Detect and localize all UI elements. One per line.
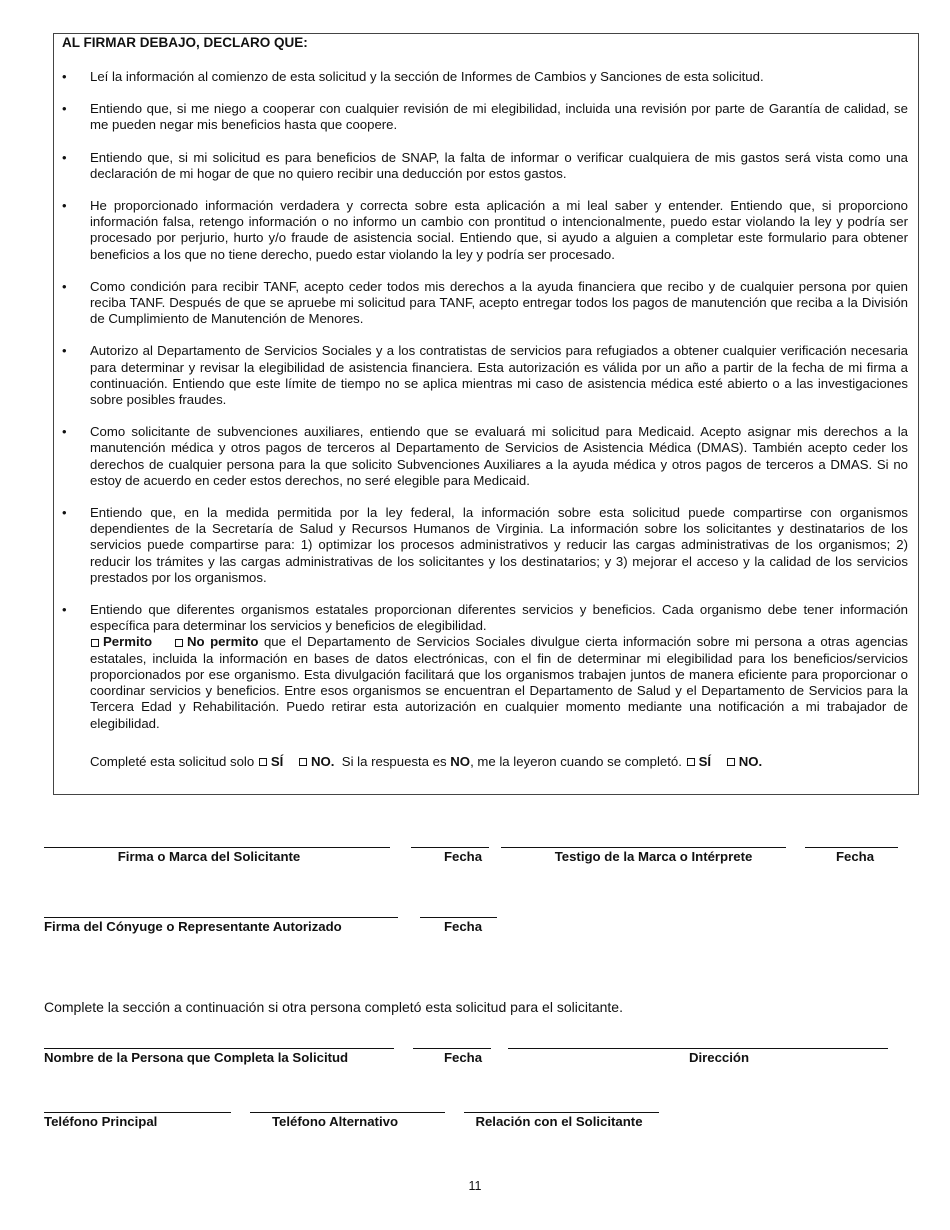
declaration-list [54, 69, 914, 748]
witness-signature-label: Testigo de la Marca o Intérprete [554, 849, 753, 864]
bullet-icon: • [62, 69, 67, 84]
phone-main-line[interactable] [44, 1112, 231, 1113]
bullet-icon: • [62, 424, 67, 440]
read-to-me-yes-checkbox[interactable] [687, 758, 695, 766]
declaration-title: AL FIRMAR DEBAJO, DECLARO QUE: [62, 35, 308, 50]
spouse-date-label: Fecha [443, 919, 483, 934]
relation-label: Relación con el Solicitante [475, 1114, 643, 1129]
address-label: Dirección [688, 1050, 750, 1065]
spouse-signature-line[interactable] [44, 917, 398, 918]
address-line[interactable] [508, 1048, 888, 1049]
phone-alt-label: Teléfono Alternativo [271, 1114, 399, 1129]
spouse-signature-label: Firma del Cónyuge o Representante Autorizado [44, 919, 342, 934]
witness-signature-line[interactable] [501, 847, 786, 848]
page-number: 11 [468, 1179, 482, 1193]
bullet-icon: • [62, 602, 67, 618]
other-person-instruction: Complete la sección a continuación si otra persona completó esta solicitud para el solicitante. [44, 999, 623, 1015]
completed-alone-question: Completé esta solicitud solo SÍ NO. Si la respuesta es NO, me la leyeron cuando se completó. SÍ NO. [90, 754, 763, 769]
read-to-me-no-checkbox[interactable] [727, 758, 735, 766]
declaration-item: • Entiendo que, si me niego a cooperar con cualquier revisión de mi elegibilidad, incluida una revisión por parte de Garantía de calidad, se me pueden negar mis beneficios hasta que coopere. [62, 101, 908, 133]
preparer-name-line[interactable] [44, 1048, 394, 1049]
bullet-icon: • [62, 198, 67, 214]
declaration-box [53, 33, 919, 795]
declaration-item: • Leí la información al comienzo de esta solicitud y la sección de Informes de Cambios y Sanciones de esta solicitud. [62, 69, 764, 84]
declaration-item: • Entiendo que, si mi solicitud es para beneficios de SNAP, la falta de informar o verificar cualquiera de mis gastos será vista como una declaración de mi hogar de que no quiero recibir una deducción por estos gastos. [62, 149, 908, 181]
declaration-item-permission: • Entiendo que diferentes organismos estatales proporcionan diferentes servicios y beneficios. Cada organismo debe tener información específica para determinar los servicios y beneficios de elegibilidad. Permito No permito que el Departamento de Servicios Sociales divulgue cierta información sobre mi persona a otras agencias estatales, incluida la información en bases de datos electrónicas, con el fin de determinar mi elegibilidad para los beneficios/servicios proporcionados por ese organismo. Esta divulgación facilitará que los organismos trabajen juntos de manera eficiente para proporcionar o coordinar servicios y beneficios. Entre esos organismos se encuentran el Departamento de Salud y el Departamento de Servicios para la Tercera Edad y Rehabilitación. Puedo retirar esta autorización en cualquier momento mediante una notificación a mi trabajador de elegibilidad. [62, 602, 909, 731]
preparer-name-label: Nombre de la Persona que Completa la Solicitud [44, 1050, 349, 1065]
applicant-signature-line[interactable] [44, 847, 390, 848]
declaration-item: • Autorizo al Departamento de Servicios Sociales y a los contratistas de servicios para refugiados a obtener cualquier verificación necesaria para determinar y revisar la elegibilidad de asistencia financiera. Esta autorización es válida por un año a partir de la fecha de mi firma a continuación. Entiendo que este límite de tiempo no se aplica mientras mi caso de asistencia médica esté abierto o a las investigaciones sobre posibles fraudes. [62, 343, 908, 408]
declaration-item: • Entiendo que, en la medida permitida por la ley federal, la información sobre esta solicitud puede compartirse con organismos dependientes de la Secretaría de Salud y Recursos Humanos de Virginia. La información sobre los solicitantes y destinatarios de los servicios puede compartirse para: 1) optimizar los procesos administrativos y reducir las cargas administrativas de los organismos; 2) reducir los trámites y las cargas administrativas de los solicitantes y los destinatarios; y 3) mejorar el acceso y la calidad de los servicios prestados por los organismos. [62, 505, 908, 585]
permit-checkbox[interactable] [91, 639, 99, 647]
declaration-item: • Como condición para recibir TANF, acepto ceder todos mis derechos a la ayuda financiera que recibo y de cualquier persona por quien reciba TANF. Después de que se apruebe mi solicitud para TANF, acepto entregar todos los pagos de manutención que reciba a la División de Cumplimiento de Manutención de Menores. [62, 278, 908, 327]
spouse-date-line[interactable] [420, 917, 497, 918]
no-permit-label: No permito [187, 634, 259, 650]
declaration-item: • Como solicitante de subvenciones auxiliares, entiendo que se evaluará mi solicitud para Medicaid. Acepto asignar mis derechos a la manutención médica y otros pagos de terceros al Departamento de Servicios de Asistencia Médica (DMAS). También acepto ceder los derechos de cualquier persona para la que solicito Subvenciones Auxiliares a la ayuda médica y otros pagos de terceros a DMAS. Si no estoy de acuerdo en ceder estos derechos, no seré elegible para Medicaid. [62, 424, 908, 488]
preparer-date-line[interactable] [413, 1048, 491, 1049]
phone-main-label: Teléfono Principal [44, 1114, 158, 1129]
phone-alt-line[interactable] [250, 1112, 445, 1113]
applicant-date-line[interactable] [411, 847, 489, 848]
completed-alone-no-checkbox[interactable] [299, 758, 307, 766]
bullet-icon: • [62, 278, 67, 294]
applicant-signature-label: Firma o Marca del Solicitante [117, 849, 301, 864]
bullet-icon: • [62, 505, 67, 521]
permit-label: Permito [103, 634, 153, 650]
bullet-icon: • [62, 101, 67, 117]
relation-line[interactable] [464, 1112, 659, 1113]
preparer-date-label: Fecha [443, 1050, 483, 1065]
declaration-item: • He proporcionado información verdadera y correcta sobre esta aplicación a mi leal saber y entender. Entiendo que, si proporciono información falsa, retengo información o no informo un cambio con prontitud o intencionalmente, puedo estar violando la ley y podría ser procesado por perjurio, hurto y/o fraude de asistencia social. Entiendo que, si ayudo a alguien a completar este formulario para obtener beneficios a los que no tiene derecho, puedo estar violando la ley y podría ser procesado. [62, 198, 908, 262]
bullet-icon: • [62, 343, 67, 359]
applicant-date-label: Fecha [443, 849, 483, 864]
no-permit-checkbox[interactable] [175, 639, 183, 647]
witness-date-label: Fecha [835, 849, 875, 864]
witness-date-line[interactable] [805, 847, 898, 848]
bullet-icon: • [62, 149, 67, 165]
completed-alone-yes-checkbox[interactable] [259, 758, 267, 766]
